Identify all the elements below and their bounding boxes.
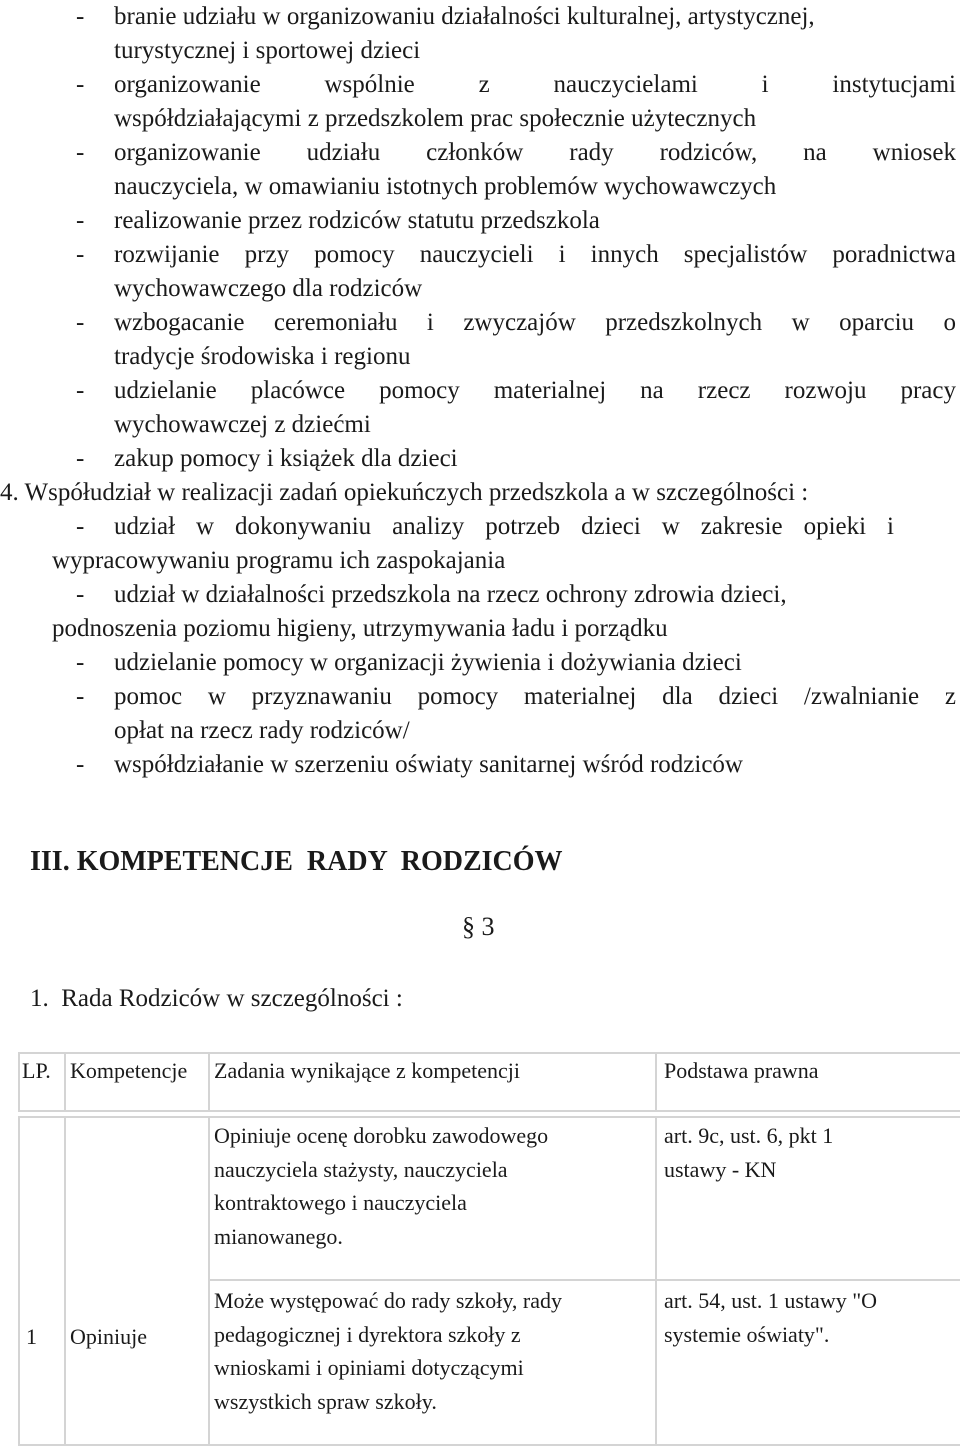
header-lp: LP. <box>22 1058 51 1083</box>
row-divider <box>208 1279 960 1281</box>
list-item-text: wychowawczego dla rodziców <box>114 275 423 302</box>
list-item-text: wzbogacanie ceremoniału i zwyczajów przedszkolnych w oparciu o <box>114 309 956 336</box>
table-cell-legal-basis: art. 54, ust. 1 ustawy "O systemie oświaty". <box>664 1288 878 1347</box>
list-item-text: tradycje środowiska i regionu <box>114 343 411 370</box>
section-heading: III. KOMPETENCJE RADY RODZICÓW <box>30 846 563 877</box>
table-row-competence: Opiniuje <box>70 1324 147 1349</box>
list-item-text: podnoszenia poziomu higieny, utrzymywania ładu i porządku <box>52 615 668 642</box>
list-item: - <box>76 377 85 404</box>
list-item-text: udział w działalności przedszkola na rzecz ochrony zdrowia dzieci, <box>114 581 787 608</box>
list-item: - <box>76 683 85 710</box>
list-item: - <box>76 207 85 234</box>
list-item-text: organizowanie wspólnie z nauczycielami i instytucjami <box>114 71 956 98</box>
list-item-text: współdziałającymi z przedszkolem prac społecznie użytecznych <box>114 105 757 132</box>
table-cell-task: Może występować do rady szkoły, rady pedagogicznej i dyrektora szkoły z wnioskami i opiniami dotyczącymi wszystkich spraw szkoły. <box>214 1288 563 1414</box>
list-item-text: realizowanie przez rodziców statutu przedszkola <box>114 207 600 234</box>
table-cell-task: Opiniuje ocenę dorobku zawodowego nauczyciela stażysty, nauczyciela kontraktowego i nauczyciela mianowanego. <box>214 1123 549 1249</box>
list-item-text: organizowanie udziału członków rady rodziców, na wniosek <box>114 139 956 166</box>
list-item-text: udział w dokonywaniu analizy potrzeb dzieci w zakresie opieki i <box>114 513 894 540</box>
list-item-text: zakup pomocy i książek dla dzieci <box>114 445 458 472</box>
list-item-text: turystycznej i sportowej dzieci <box>114 37 421 64</box>
column-divider <box>64 1052 66 1112</box>
point-4-heading: 4. Współudział w realizacji zadań opiekuńczych przedszkola a w szczególności : <box>0 479 809 506</box>
column-divider <box>655 1116 657 1446</box>
column-divider <box>655 1052 657 1112</box>
list-item: - <box>76 445 85 472</box>
header-podstawa: Podstawa prawna <box>664 1058 819 1083</box>
column-divider <box>208 1052 210 1112</box>
list-item-text: współdziałanie w szerzeniu oświaty sanitarnej wśród rodziców <box>114 751 743 778</box>
list-item-text: udzielanie placówce pomocy materialnej na rzecz rozwoju pracy <box>114 377 956 404</box>
paragraph-number: § 3 <box>462 912 495 941</box>
header-zadania: Zadania wynikające z kompetencji <box>214 1058 521 1083</box>
list-item-text: nauczyciela, w omawianiu istotnych problemów wychowawczych <box>114 173 777 200</box>
list-item-text: branie udziału w organizowaniu działalności kulturalnej, artystycznej, <box>114 3 815 30</box>
list-item-text: pomoc w przyznawaniu pomocy materialnej dla dzieci /zwalnianie z <box>114 683 956 710</box>
table-row-lp: 1 <box>26 1324 37 1349</box>
list-item: - <box>76 649 85 676</box>
list-item: - <box>76 139 85 166</box>
list-item-text: wychowawczej z dziećmi <box>114 411 371 438</box>
column-divider <box>64 1116 66 1446</box>
list-item-text: opłat na rzecz rady rodziców/ <box>114 717 410 744</box>
list-item: - <box>76 241 85 268</box>
table-cell-legal-basis: art. 9c, ust. 6, pkt 1 ustawy - KN <box>664 1123 834 1182</box>
list-item: - <box>76 513 85 540</box>
list-item: - <box>76 309 85 336</box>
list-item: - <box>76 71 85 98</box>
list-item: - <box>76 751 85 778</box>
list-item: - <box>76 3 85 30</box>
header-kompetencje: Kompetencje <box>70 1058 188 1083</box>
list-item: - <box>76 581 85 608</box>
subheading: 1. Rada Rodziców w szczególności : <box>30 985 403 1012</box>
list-item-text: rozwijanie przy pomocy nauczycieli i innych specjalistów poradnictwa <box>114 241 956 268</box>
column-divider <box>208 1116 210 1446</box>
list-item-text: udzielanie pomocy w organizacji żywienia i dożywiania dzieci <box>114 649 742 676</box>
list-item-text: wypracowywaniu programu ich zaspokajania <box>52 547 506 574</box>
